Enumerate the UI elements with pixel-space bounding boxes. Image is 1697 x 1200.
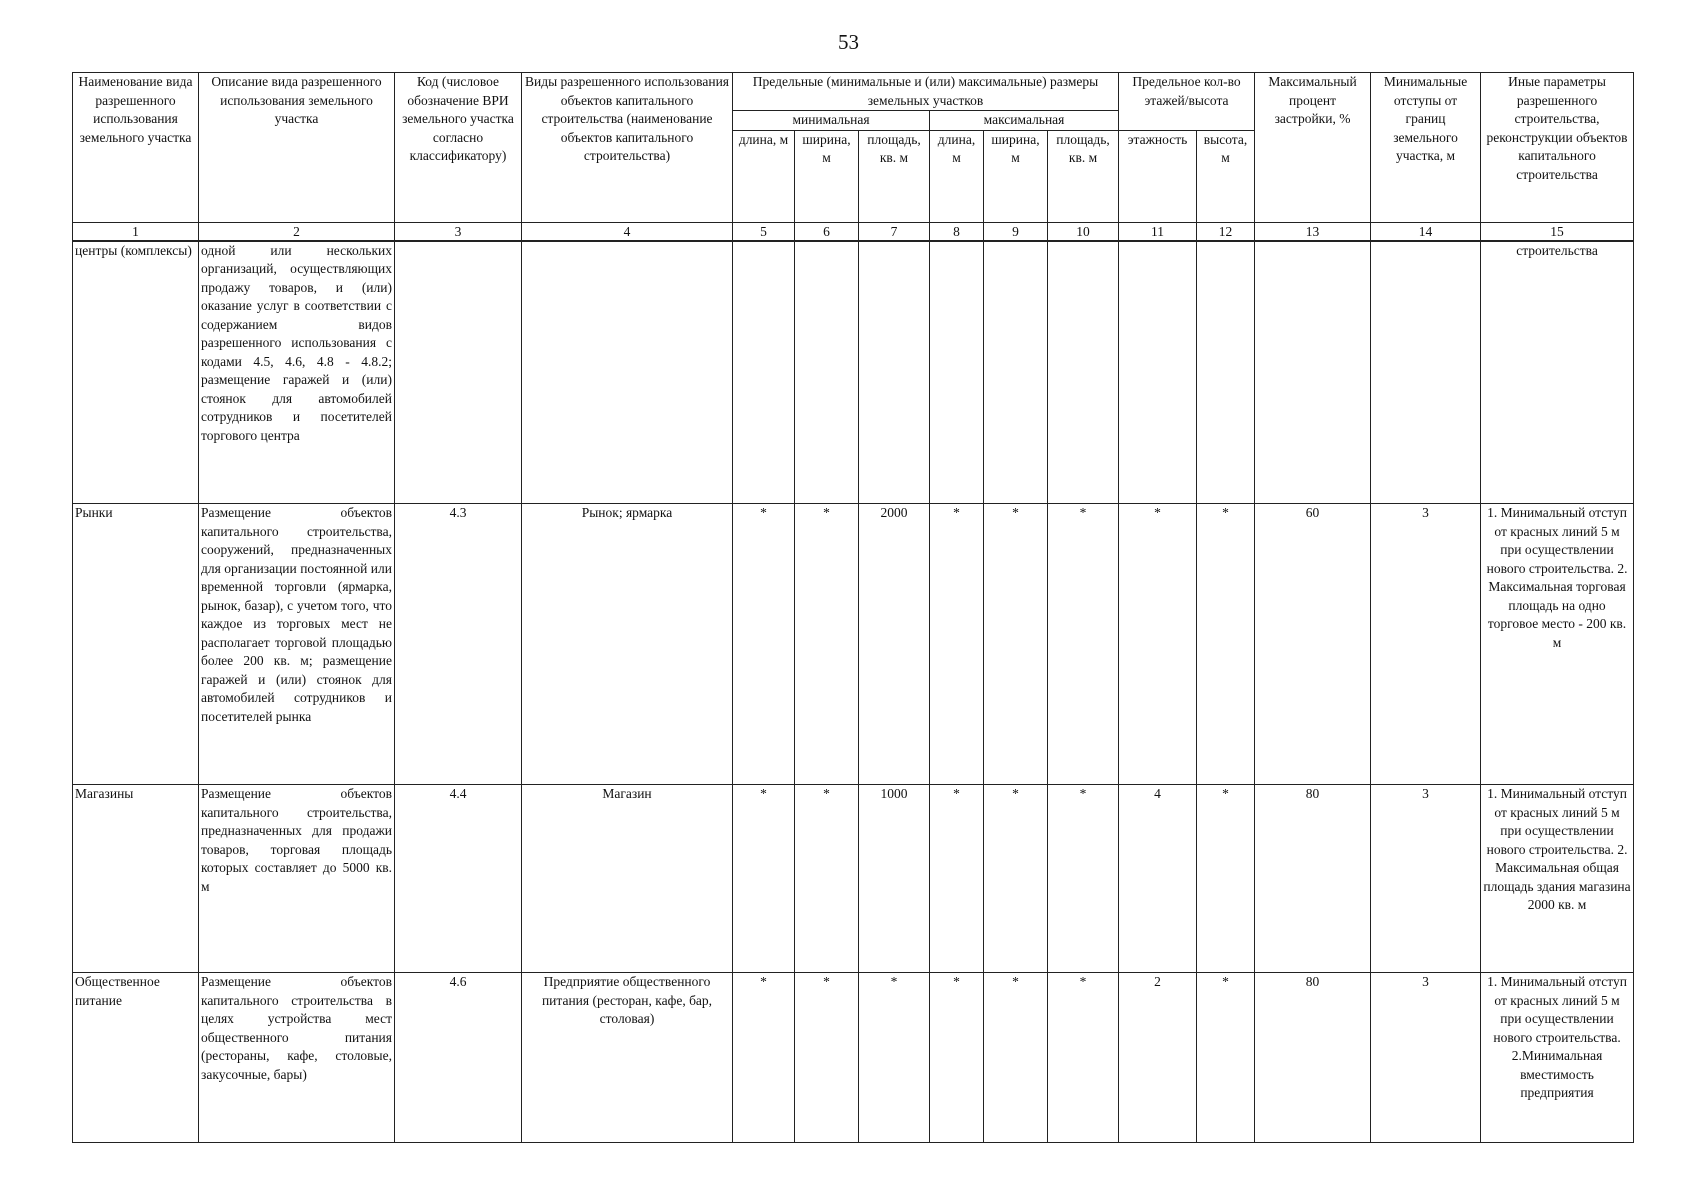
row-max-length: * <box>930 504 984 785</box>
row-setback: 3 <box>1371 785 1481 973</box>
header-maximum: максимальная <box>930 111 1119 131</box>
row-objects <box>522 241 733 504</box>
row-objects: Магазин <box>522 785 733 973</box>
row-max-width: * <box>984 504 1048 785</box>
column-number: 10 <box>1048 222 1119 241</box>
row-height: * <box>1197 504 1255 785</box>
column-number: 4 <box>522 222 733 241</box>
row-other-params: 1. Минимальный отступ от красных линий 5 м при осуществлении нового строительства. 2.Минимальная вместимость предприятия <box>1481 973 1634 1143</box>
row-max-area: * <box>1048 785 1119 973</box>
row-other-params: 1. Минимальный отступ от красных линий 5 м при осуществлении нового строительства. 2. Максимальная торговая площадь на одно торговое место - 200 кв. м <box>1481 504 1634 785</box>
header-max-building-percent: Максимальный процент застройки, % <box>1255 73 1371 223</box>
row-name: Магазины <box>73 785 199 973</box>
column-number: 2 <box>199 222 395 241</box>
row-min-length: * <box>733 785 795 973</box>
row-max-width: * <box>984 973 1048 1143</box>
header-max-width: ширина, м <box>984 130 1048 222</box>
row-percent <box>1255 241 1371 504</box>
header-minimum: минимальная <box>733 111 930 131</box>
row-max-width: * <box>984 785 1048 973</box>
header-land-use-description: Описание вида разрешенного использования земельного участка <box>199 73 395 223</box>
row-description: Размещение объектов капитального строительства в целях устройства мест общественного питания (рестораны, кафе, столовые, закусочные, бары) <box>199 973 395 1143</box>
column-number: 5 <box>733 222 795 241</box>
row-max-area <box>1048 241 1119 504</box>
column-number: 14 <box>1371 222 1481 241</box>
header-min-setbacks: Минимальные отступы от границ земельного участка, м <box>1371 73 1481 223</box>
row-code: 4.6 <box>395 973 522 1143</box>
table-row-markets <box>73 504 1634 785</box>
row-setback: 3 <box>1371 504 1481 785</box>
row-description: одной или нескольких организаций, осуществляющих продажу товаров, и (или) оказание услуг в соответствии с содержанием видов разрешенного использования с кодами 4.5, 4.6, 4.8 - 4.8.2; размещение гаражей и (или) стоянок для автомобилей сотрудников и посетителей торгового центра <box>199 241 395 504</box>
header-height: высота, м <box>1197 130 1255 222</box>
row-objects: Рынок; ярмарка <box>522 504 733 785</box>
row-min-area <box>859 241 930 504</box>
column-number: 6 <box>795 222 859 241</box>
row-max-area: * <box>1048 504 1119 785</box>
header-construction-types: Виды разрешенного использования объектов капитального строительства (наименование объектов капитального строительства) <box>522 73 733 223</box>
row-floors <box>1119 241 1197 504</box>
header-code: Код (числовое обозначение ВРИ земельного участка согласно классификатору) <box>395 73 522 223</box>
row-floors: 4 <box>1119 785 1197 973</box>
row-other-params: 1. Минимальный отступ от красных линий 5 м при осуществлении нового строительства. 2. Максимальная общая площадь здания магазина 2000 кв. м <box>1481 785 1634 973</box>
row-name: Общественное питание <box>73 973 199 1143</box>
row-height: * <box>1197 973 1255 1143</box>
header-max-length: длина, м <box>930 130 984 222</box>
table-row-catering <box>73 973 1634 1143</box>
row-percent: 60 <box>1255 504 1371 785</box>
row-min-width: * <box>795 973 859 1143</box>
zoning-regulations-table <box>72 72 1634 1143</box>
header-land-use-name: Наименование вида разрешенного использования земельного участка <box>73 73 199 223</box>
row-min-area: 2000 <box>859 504 930 785</box>
row-code <box>395 241 522 504</box>
row-height: * <box>1197 785 1255 973</box>
row-min-width <box>795 241 859 504</box>
header-min-width: ширина, м <box>795 130 859 222</box>
row-code: 4.4 <box>395 785 522 973</box>
row-height <box>1197 241 1255 504</box>
column-number: 1 <box>73 222 199 241</box>
row-name: центры (комплексы) <box>73 241 199 504</box>
table-row-shops <box>73 785 1634 973</box>
row-percent: 80 <box>1255 785 1371 973</box>
row-max-length: * <box>930 973 984 1143</box>
table-header <box>73 73 1634 223</box>
column-number: 13 <box>1255 222 1371 241</box>
row-objects: Предприятие общественного питания (ресторан, кафе, бар, столовая) <box>522 973 733 1143</box>
row-max-width <box>984 241 1048 504</box>
row-percent: 80 <box>1255 973 1371 1143</box>
column-number: 15 <box>1481 222 1634 241</box>
row-min-width: * <box>795 785 859 973</box>
column-number: 8 <box>930 222 984 241</box>
row-min-width: * <box>795 504 859 785</box>
row-floors: 2 <box>1119 973 1197 1143</box>
header-floor-height-limits: Предельное кол-во этажей/высота <box>1119 73 1255 131</box>
header-plot-size-limits: Предельные (минимальные и (или) максимальные) размеры земельных участков <box>733 73 1119 111</box>
column-number: 12 <box>1197 222 1255 241</box>
row-description: Размещение объектов капитального строительства, сооружений, предназначенных для организации постоянной или временной торговли (ярмарка, рынок, базар), с учетом того, что каждое из торговых мест не располагает торговой площадью более 200 кв. м; размещение гаражей и (или) стоянок для автомобилей сотрудников и посетителей рынка <box>199 504 395 785</box>
row-max-area: * <box>1048 973 1119 1143</box>
column-number: 11 <box>1119 222 1197 241</box>
header-max-area: площадь, кв. м <box>1048 130 1119 222</box>
row-min-length <box>733 241 795 504</box>
row-name: Рынки <box>73 504 199 785</box>
row-setback <box>1371 241 1481 504</box>
row-min-area: * <box>859 973 930 1143</box>
row-floors: * <box>1119 504 1197 785</box>
row-description: Размещение объектов капитального строительства, предназначенных для продажи товаров, торговая площадь которых составляет до 5000 кв. м <box>199 785 395 973</box>
column-number: 9 <box>984 222 1048 241</box>
row-max-length <box>930 241 984 504</box>
page-number: 53 <box>838 30 859 54</box>
row-min-length: * <box>733 504 795 785</box>
column-number: 7 <box>859 222 930 241</box>
row-max-length: * <box>930 785 984 973</box>
header-other-parameters: Иные параметры разрешенного строительства, реконструкции объектов капитального строительства <box>1481 73 1634 223</box>
column-number: 3 <box>395 222 522 241</box>
header-floors: этажность <box>1119 130 1197 222</box>
row-setback: 3 <box>1371 973 1481 1143</box>
header-min-length: длина, м <box>733 130 795 222</box>
row-code: 4.3 <box>395 504 522 785</box>
row-other-params: строительства <box>1481 241 1634 504</box>
header-min-area: площадь, кв. м <box>859 130 930 222</box>
row-min-area: 1000 <box>859 785 930 973</box>
row-min-length: * <box>733 973 795 1143</box>
table-row-trade-centers <box>73 241 1634 504</box>
column-number-row <box>73 222 1634 241</box>
